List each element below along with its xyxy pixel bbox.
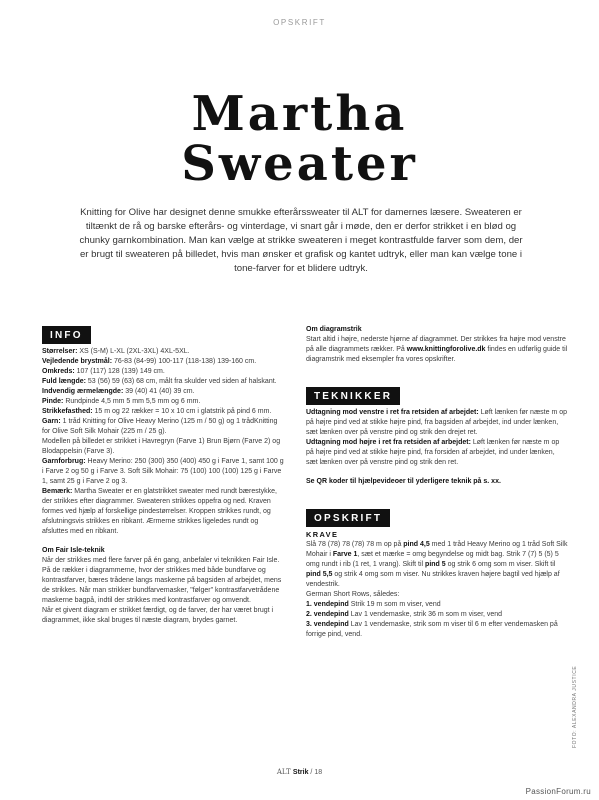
yarn-line: Garn: 1 tråd Knitting for Olive Heavy Merino (125 m / 50 g) og 1 trådKnitting for Olive Soft Silk Mohair (225 m / 25 g). bbox=[42, 418, 278, 435]
gauge-line: Strikkefasthed: 15 m og 22 rækker = 10 x 10 cm i glatstrik på pind 6 mm. bbox=[42, 408, 272, 415]
page-footer: ALT Strik / 18 bbox=[276, 768, 323, 776]
left-column bbox=[42, 325, 286, 626]
section-label: OPSKRIFT bbox=[273, 18, 326, 27]
usage-line: Garnforbrug: Heavy Merino: 250 (300) 350 (400) 450 g i Farve 1, samt 100 g i Farve 2 og 50 g i Farve 3. Soft Silk Mohair: 75 (100) 100 (100) 125 g i Farve 1, samt 25 g i Farve 2 og 3. bbox=[42, 458, 284, 485]
right-column bbox=[306, 325, 568, 640]
diagram-title: Om diagramstrik bbox=[306, 326, 362, 333]
increase-right: Udtagning mod højre i ret fra retsiden af arbejdet: Løft lænken før næste m op på højre pind ved at stikke højre pind, fra forsiden af arbejdet, ind under lænken, sæt lænken over på venstre pind og strik den ret. bbox=[306, 439, 560, 466]
short-row-1: 1. vendepind Strik 19 m som m viser, vend bbox=[306, 601, 441, 608]
page-number: 18 bbox=[314, 769, 323, 776]
title-line-2: Sweater bbox=[181, 136, 418, 192]
watermark: PassionForum.ru bbox=[525, 787, 591, 796]
note-line: Bemærk: Martha Sweater er en glatstrikket sweater med rundt bærestykke, der strikkes efter diagrammer. Sweateren strikkes oppefra og ned. Kraven formes ved hjælp af forskellige pindestørrelser. Kroppen strikkes rundt, og afslutningsvis strikkes en ribkant. Ærmerne strikkes ligeledes rundt og afsluttes med en ribkant. bbox=[42, 488, 277, 535]
photo-credit: FOTO: ALEXANDRA JUSTICE bbox=[572, 665, 578, 748]
short-row-2: 2. vendepind Lav 1 vendemaske, strik 36 m som m viser, vend bbox=[306, 611, 503, 618]
pattern-tag: OPSKRIFT bbox=[306, 509, 390, 527]
sleeve-line: Indvendig ærmelængde: 39 (40) 41 (40) 39 cm. bbox=[42, 388, 195, 395]
short-row-3: 3. vendepind Lav 1 vendemaske, strik som m viser til 6 m efter vendemasken på forrige pind, vend. bbox=[306, 621, 558, 638]
intro-paragraph: Knitting for Olive har designet denne smukke efterårssweater til ALT for damernes læsere. Sweateren er tiltænkt de rå og barske efterårs- og vinterdage, vi snart går i møde, den er derfor strikket i en blød og chunky garnkombination. Man kan vælge at strikke sweateren i meget kontrastfulde farver som dem, der er brugt til sweateren på billedet, hvis man ønsker et grafisk og kantet udtryk, eller man kan vælge tone i tone-farver for et blidere udtryk. bbox=[79, 207, 523, 274]
needles-line: Pinde: Rundpinde 4,5 mm 5 mm 5,5 mm og 6 mm. bbox=[42, 398, 201, 405]
fairisle-paragraph-1: Når der strikkes med flere farver på én gang, anbefaler vi teknikken Fair Isle. På de rækker i diagrammerne, hvor der strikkes med både bundfarve og kontrastfarver, bæres trådene langs maskerne på bagsiden af arbejdet, mens de strikkes. Når man strikker bundfarvemasker, "følger" kontrastfarvetrådene maskerne bagpå, indtil der strikkes med kontrastfarver og omvendt. bbox=[42, 557, 282, 604]
techniques-tag: TEKNIKKER bbox=[306, 387, 400, 405]
fairisle-paragraph-2: Når et givent diagram er strikket færdigt, og de farver, der har været brugt i diagrammet, ikke skal bruges til næste diagram, brydes garnet. bbox=[42, 607, 274, 624]
qr-note: Se QR koder til hjælpevideoer til yderligere teknik på s. xx. bbox=[306, 478, 501, 485]
title-line-1: Martha bbox=[191, 86, 408, 142]
collar-paragraph: Slå 78 (78) 78 (78) 78 m op på pind 4,5 med 1 tråd Heavy Merino og 1 tråd Soft Silk Mohair i Farve 1, sæt et mærke = omg begyndelse og midt bag. Strik 7 (7) 5 (5) 5 omg rundt i rib (1 ret, 1 vrang). Skift til pind 5 og strik 6 omg som m viser. Skift til pind 5,5 og strik 4 omg som m viser. Nu strikkes kraven højere bagtil ved hjælp af vendestrik. bbox=[306, 541, 568, 588]
fairisle-title: Om Fair Isle-teknik bbox=[42, 547, 105, 554]
short-rows-line: German Short Rows, således: bbox=[306, 591, 400, 598]
length-line: Fuld længde: 53 (56) 59 (63) 68 cm, målt fra skulder ved siden af halskant. bbox=[42, 378, 277, 385]
collar-heading: KRAVE bbox=[306, 530, 339, 539]
model-line: Modellen på billedet er strikket i Havregryn (Farve 1) Brun Bjørn (Farve 2) og Blodappelsin (Farve 3). bbox=[42, 438, 281, 455]
bust-line: Vejledende brystmål: 76-83 (84-99) 100-117 (118-138) 139-160 cm. bbox=[42, 358, 257, 365]
sizes-line: Størrelser: XS (S-M) L-XL (2XL-3XL) 4XL-5XL. bbox=[42, 348, 190, 355]
website-link[interactable]: www.knittingforolive.dk bbox=[406, 346, 486, 353]
diagram-text: Start altid i højre, nederste hjørne af diagrammet. Der strikkes fra højre mod venstre på alle diagrammets rækker. På www.knittingforolive.dk findes en udførlig guide til diagramstrik med eksempler fra vores opskrifter. bbox=[306, 336, 568, 363]
circumference-line: Omkreds: 107 (117) 128 (139) 149 cm. bbox=[42, 368, 165, 375]
info-tag: INFO bbox=[42, 326, 91, 344]
increase-left: Udtagning mod venstre i ret fra retsiden af arbejdet: Løft lænken før næste m op på højre pind ved at stikke højre pind, fra bagsiden af arbejdet, ind under lænken, sæt lænken over på venstre pind og strik den drejet ret. bbox=[306, 409, 568, 436]
